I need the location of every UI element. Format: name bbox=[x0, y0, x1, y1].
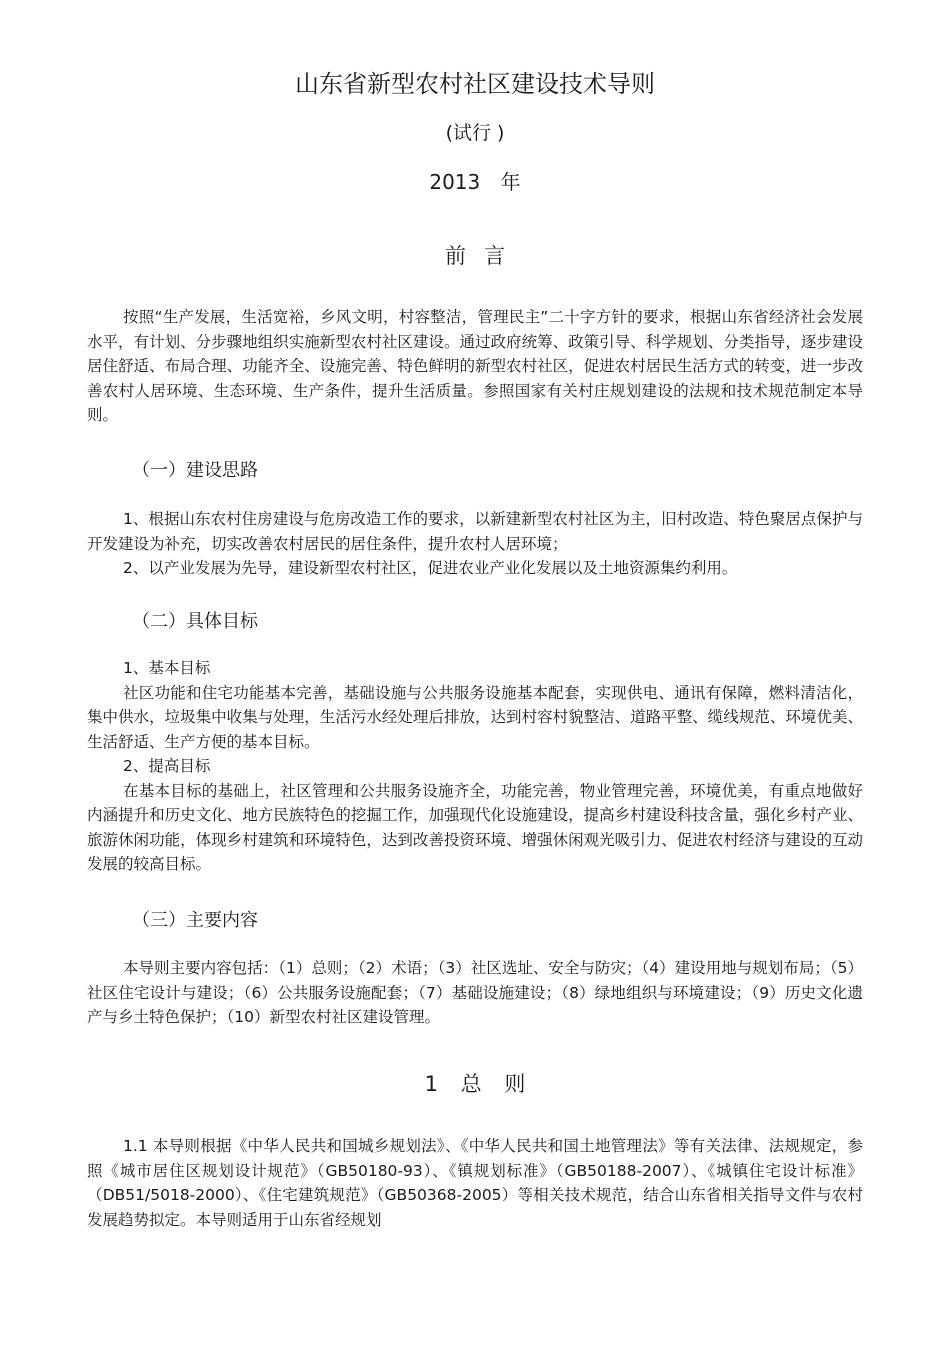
document-title: 山东省新型农村社区建设技术导则 bbox=[295, 70, 655, 98]
preface-text: 按照“生产发展，生活宽裕，乡风文明，村容整洁，管理民主”二十字方针的要求，根据山东省经济社会发展水平，有计划、分步骤地组织实施新型农村社区建设。通过政府统筹、政策引导、科学规划、分类指导，逐步建设居住舒适、布局合理、功能齐全、设施完善、特色鲜明的新型农村社区，促进农村居民生活方式的转变，进一步改善农村人居环境、生态环境、生产条件，提升生活质量。参照国家有关村庄规划建设的法规和技术规范制定本导则。 bbox=[87, 308, 863, 424]
document-year: 2013 年 bbox=[429, 170, 521, 194]
approach-item-1: 1、根据山东农村住房建设与危房改造工作的要求，以新建新型农村社区为主，旧村改造、特色聚居点保护与开发建设为补充，切实改善农村居民的居住条件，提升农村人居环境； bbox=[87, 510, 863, 553]
preface-paragraph bbox=[87, 305, 863, 428]
section-heading-goals: （二）具体目标 bbox=[132, 611, 258, 632]
higher-goal-text: 在基本目标的基础上，社区管理和公共服务设施齐全，功能完善，物业管理完善，环境优美，有重点地做好内涵提升和历史文化、地方民族特色的挖掘工作，加强现代化设施建设，提高乡村建设科技含量，强化乡村产业、旅游休闲功能，体现乡村建筑和环境特色，达到改善投资环境、增强休闲观光吸引力、促进农村经济与建设的互动发展的较高目标。 bbox=[87, 781, 863, 873]
chapter-heading-general: 1 总 则 bbox=[424, 1072, 526, 1096]
section-approach-body bbox=[87, 507, 863, 581]
basic-goal-label: 1、基本目标 bbox=[123, 659, 211, 677]
higher-goal-label: 2、提高目标 bbox=[123, 757, 211, 775]
section-content-body bbox=[87, 956, 863, 1030]
approach-item-2: 2、以产业发展为先导，建设新型农村社区，促进农业产业化发展以及土地资源集约利用。 bbox=[123, 559, 738, 577]
chapter-general-body bbox=[87, 1134, 863, 1232]
section-heading-content: （三）主要内容 bbox=[132, 910, 258, 931]
content-text: 本导则主要内容包括：（1）总则；（2）术语；（3）社区选址、安全与防灾；（4）建设用地与规划布局；（5）社区住宅设计与建设；（6）公共服务设施配套；（7）基础设施建设；（8）绿地组织与环境建设；（9）历史文化遗产与乡土特色保护；（10）新型农村社区建设管理。 bbox=[87, 959, 863, 1026]
basic-goal-text: 社区功能和住宅功能基本完善，基础设施与公共服务设施基本配套，实现供电、通讯有保障，燃料清洁化，集中供水，垃圾集中收集与处理，生活污水经处理后排放，达到村容村貌整洁、道路平整、缆线规范、环境优美、生活舒适、生产方便的基本目标。 bbox=[87, 683, 863, 751]
preface-heading: 前言 bbox=[445, 244, 523, 268]
section-goals-body bbox=[87, 656, 863, 877]
general-clause-1-1: 1.1 本导则根据《中华人民共和国城乡规划法》、《中华人民共和国土地管理法》等有关法律、法规规定，参照《城市居住区规划设计规范》（GB50180-93）、《镇规划标准》（GB50188-2007）、《城镇住宅设计标准》（DB51/5018-2000）、《住宅建筑规范》（GB50368-2005）等相关技术规范，结合山东省相关指导文件与农村发展趋势拟定。本导则适用于山东省经规划 bbox=[87, 1137, 863, 1229]
document-subtitle: (试行 ) bbox=[445, 122, 505, 144]
section-heading-approach: （一）建设思路 bbox=[132, 460, 258, 481]
